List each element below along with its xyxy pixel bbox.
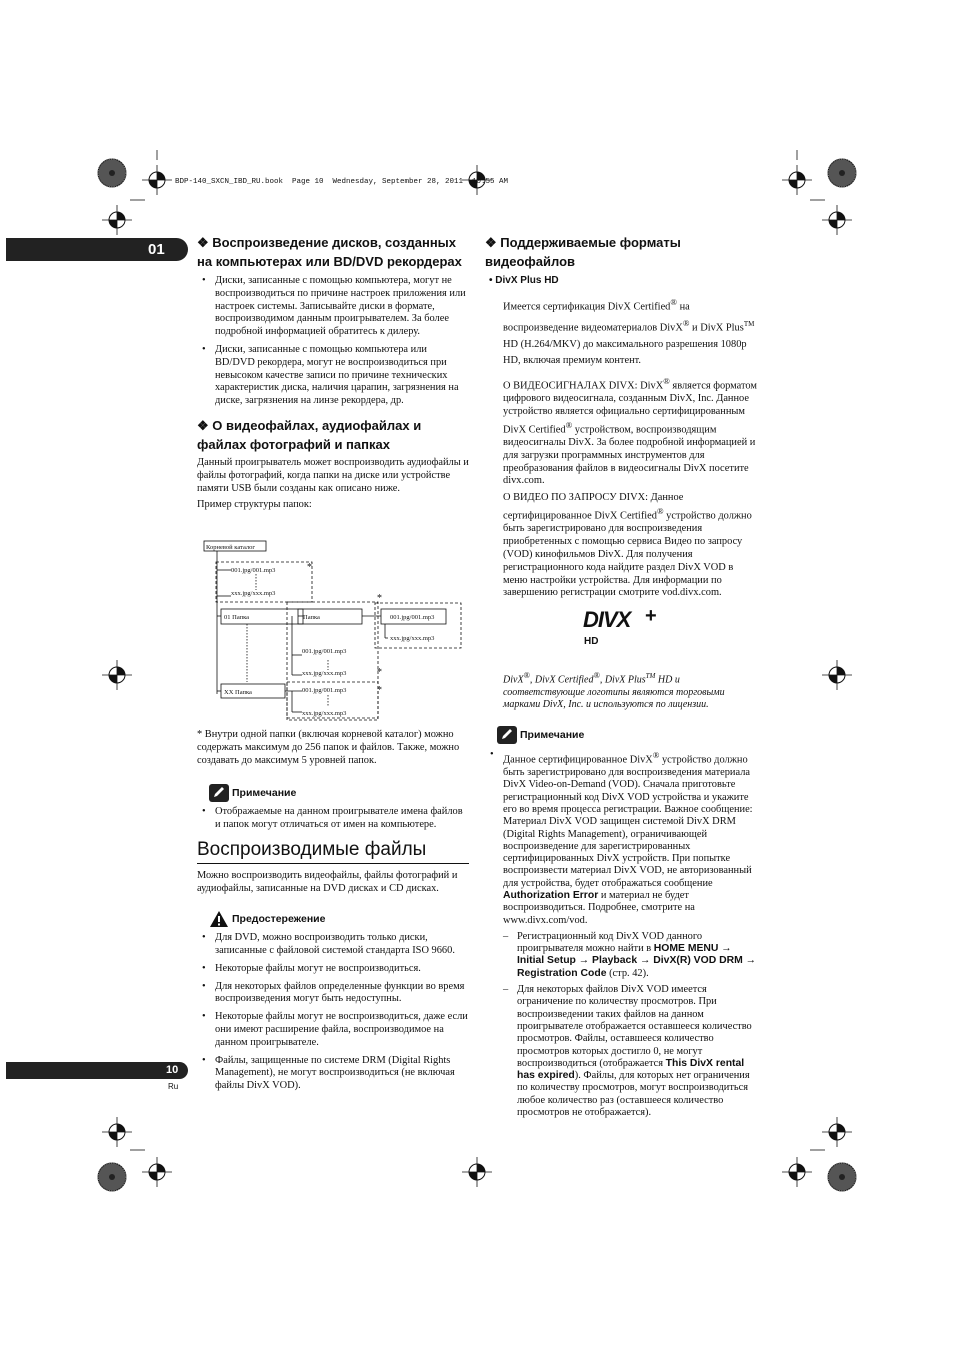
section-heading xyxy=(197,233,469,271)
folder-tree-diagram xyxy=(195,532,470,722)
file-label: xxx.jpg/xxx.mp3 xyxy=(302,670,347,677)
asterisk-mark: * xyxy=(377,685,382,696)
list-item: • Некоторые файлы могут не воспроизводиться. xyxy=(197,963,469,976)
registered-mark: ® xyxy=(663,375,670,386)
file-label: 001.jpg/001.mp3 xyxy=(390,614,435,621)
crosshair-icon xyxy=(102,205,132,235)
root-folder-label: Корневой каталог xyxy=(206,544,256,551)
left-column xyxy=(197,233,469,516)
file-label: 001.jpg/001.mp3 xyxy=(231,567,276,574)
text-run: и DivX Plus xyxy=(689,322,744,334)
list-item: • Файлы, защищенные по системе DRM (Digital Rights Management), не могут воспроизводиться (не включая файлы DivX VOD). xyxy=(197,1055,469,1093)
text-run: на воспроизведение видеоматериалов DivX xyxy=(503,301,690,334)
asterisk-mark: * xyxy=(377,593,382,604)
dash-item xyxy=(503,931,757,980)
section-heading xyxy=(485,233,757,271)
trademark-notice xyxy=(503,670,757,712)
registered-mark: ® xyxy=(656,506,664,517)
list-item: • Для DVD, можно воспроизводить только диски, записанные с файловой системой стандарта ISO 9660. xyxy=(197,932,469,958)
bullet-list xyxy=(485,749,757,1119)
bullet-list xyxy=(197,932,469,1093)
menu-path: HOME MENU → Initial Setup → Playback → DivX(R) VOD DRM → Registration Code xyxy=(517,943,757,979)
file-label: xxx.jpg/xxx.mp3 xyxy=(390,635,435,642)
trademark-mark: TM xyxy=(743,320,755,329)
dash-item xyxy=(503,984,757,1119)
page-language: Ru xyxy=(168,1082,179,1091)
file-label: 001.jpg/001.mp3 xyxy=(302,687,347,694)
divx-plus-hd-logo xyxy=(583,605,757,662)
asterisk-mark: * xyxy=(307,562,312,573)
registered-mark: ® xyxy=(593,671,600,681)
crosshair-icon xyxy=(102,660,132,690)
warning-icon xyxy=(209,910,229,928)
text-run: (стр. 42). xyxy=(606,967,649,979)
crosshair-icon xyxy=(782,1157,812,1187)
registered-mark: ® xyxy=(682,318,690,329)
paragraph: Можно воспроизводить видеофайлы, файлы фотографий и аудиофайлы, записанные на DVD дисках и CD дисках. xyxy=(197,870,458,895)
bullet-list xyxy=(197,806,469,832)
folder-label: 01 Папка xyxy=(224,614,250,621)
text-run: , DivX Plus xyxy=(599,674,646,686)
trademark-mark: TM xyxy=(645,672,656,681)
section-heading xyxy=(197,416,469,454)
registration-burst-icon xyxy=(98,1163,126,1191)
bullet-list xyxy=(197,275,469,408)
section-title: Воспроизведение дисков, созданных на компьютерах или BD/DVD рекордерах xyxy=(197,235,462,269)
crosshair-icon xyxy=(102,1117,132,1147)
crosshair-icon xyxy=(822,1117,852,1147)
divx-description xyxy=(485,294,757,712)
section-title: Поддерживаемые форматы видеофайлов xyxy=(485,235,681,269)
note-label: Примечание xyxy=(520,729,585,742)
registration-burst-icon xyxy=(828,159,856,187)
ui-message: Authorization Error xyxy=(503,889,599,901)
crosshair-icon xyxy=(142,1157,172,1187)
note-label: Примечание xyxy=(232,786,297,799)
list-item: • Диски, записанные с помощью компьютера или BD/DVD рекордера, могут не воспроизводиться при невысоком качестве записи по причине технических характеристик диска, наличия царапин, загрязнения на диске, загрязнения на линзе рекордера, др. xyxy=(197,344,469,408)
note-header xyxy=(209,783,469,801)
chapter-number: 01 xyxy=(148,241,165,258)
text-run: HD (H.264/MKV) до максимального разрешения 1080p HD, включая премиум контент. xyxy=(503,338,747,366)
sub-bullet xyxy=(489,275,757,286)
logo-plus: + xyxy=(645,605,657,628)
list-item: • Отображаемые на данном проигрывателе имена файлов и папок могут отличаться от имен на компьютере. xyxy=(197,806,469,832)
folder-label: XX Папка xyxy=(224,689,252,696)
text-run: является форматом цифрового видеосигнала, созданным DivX, Inc. Данное устройство является официально сертифицированным DivX Certified xyxy=(503,380,757,436)
text-run: ). Файлы, для которых нет ограничения по количеству просмотров, могут воспроизводиться любое количество раз (оставшееся количество просмотров не отображается). xyxy=(517,1070,750,1119)
dash-list xyxy=(503,931,757,1119)
right-column xyxy=(485,233,757,1124)
footnote: * Внутри одной папки (включая корневой каталог) можно содержать максимум до 256 папок и файлов. Также, можно создавать до максимум 5 уровней папок. xyxy=(197,729,460,766)
sub-bullet-label: DivX Plus HD xyxy=(495,275,559,286)
logo-hd: HD xyxy=(584,636,599,648)
pencil-note-icon xyxy=(497,726,517,744)
logo-text: DIVX xyxy=(583,607,631,633)
text-run: устройством, воспроизводящим видеосигналы DivX. За более подробной информацией и для загрузки программных инструментов для преобразования файлов в видеосигналы DivX посетите divx.com. xyxy=(503,424,756,487)
text-run: О ВИДЕОСИГНАЛАХ DIVX: DivX xyxy=(503,380,664,392)
caution-header xyxy=(209,910,469,928)
caution-label: Предостережение xyxy=(232,913,326,926)
crosshair-icon xyxy=(462,1157,492,1187)
registered-mark: ® xyxy=(565,419,573,430)
text-run: Для некоторых файлов DivX VOD имеется ограничение по количеству просмотров. При воспроизведении таких файлов на данном проигрывателе отображается оставшееся количество просмотров. Файлы, оставшееся количество просмотров которых достигло 0, не могут воспроизводиться (отображается xyxy=(517,984,752,1069)
list-item: • Некоторые файлы могут не воспроизводиться, даже если они имеют расширение файла, воспроизводимое на данном проигрывателе. xyxy=(197,1011,469,1049)
text-run: и материал не будет воспроизводиться. Подробнее, смотрите на www.divx.com/vod. xyxy=(503,889,695,926)
text-run: О ВИДЕО ПО ЗАПРОСУ DIVX: Данное сертифицированное DivX Certified xyxy=(503,492,684,522)
folder-label: Папка xyxy=(303,614,320,621)
print-header: BDP-140_SXCN_IBD_RU.book Page 10 Wednesday, September 28, 2011 10:55 AM xyxy=(175,178,509,186)
text-run: Имеется сертификация DivX Certified xyxy=(503,301,671,313)
section-title: О видеофайлах, аудиофайлах и файлах фотографий и папках xyxy=(197,417,422,452)
registration-burst-icon xyxy=(828,1163,856,1191)
registered-mark: ® xyxy=(670,297,677,307)
paragraph xyxy=(503,294,757,369)
page-heading: Воспроизводимые файлы xyxy=(197,839,469,864)
list-item xyxy=(485,749,757,1119)
diamond-icon: ❖ xyxy=(485,235,501,250)
text-run: HD и соответствующие логотипы являются торговыми марками DivX, Inc. и используются по лицензии. xyxy=(503,674,725,711)
text-run: Регистрационный код DivX VOD данного проигрывателя можно найти в xyxy=(517,930,703,955)
list-item: • Диски, записанные с помощью компьютера, могут не воспроизводиться по причине настроек приложения или настроек системы. Записывайте диски в формате, воспроизводимом данным проигрывателем. За более подробной информацией обратитесь к дилеру. xyxy=(197,275,469,339)
text-run: DivX xyxy=(503,674,524,686)
page-number-tab xyxy=(6,1062,188,1079)
bullet-dot: • xyxy=(489,275,496,286)
page-number: 10 xyxy=(166,1064,179,1076)
crosshair-icon xyxy=(822,205,852,235)
diamond-icon: ❖ xyxy=(197,235,213,250)
crosshair-icon xyxy=(822,660,852,690)
paragraph xyxy=(503,375,757,488)
file-label: xxx.jpg/xxx.mp3 xyxy=(231,590,276,597)
text-run: устройство должно быть зарегистрировано для воспроизведения приобретенных с помощью сервиса Видео по запросу (VOD) кинофильмов DivX. Для получения регистрационного кода найдите раздел DivX VOD в меню настройки устройства. Для информации по завершению регистрации смотрите vod.divx.com. xyxy=(503,510,752,599)
registered-mark: ® xyxy=(652,750,660,761)
crosshair-icon xyxy=(142,165,172,195)
paragraph xyxy=(503,492,757,600)
note-header xyxy=(497,726,757,744)
diamond-icon: ❖ xyxy=(197,417,213,433)
registration-burst-icon xyxy=(98,159,126,187)
ui-message: This DivX rental has expired xyxy=(517,1057,745,1082)
paragraph: Пример структуры папок: xyxy=(197,499,312,511)
text-run: устройство должно быть зарегистрировано для воспроизведения материала DivX Video-on-Demand (VOD). Сначала приготовьте регистрационный код DivX VOD устройства и укажите его во время процесса регистрации. Важное сообщение: Материал DivX VOD защищен системой DivX DRM (Digital Rights Management), ограничивающей воспроизведение для зарегистрированных сертифицированных DivX устройств. При попытке воспроизвести материал DivX VOD, не авторизованный для устройства, будет отображаться сообщение xyxy=(503,754,753,889)
file-label: 001.jpg/001.mp3 xyxy=(302,648,347,655)
file-label: xxx.jpg/xxx.mp3 xyxy=(302,710,347,717)
pencil-note-icon xyxy=(209,784,229,802)
asterisk-mark: * xyxy=(377,667,382,678)
registered-mark: ® xyxy=(523,671,530,681)
text-run: Данное сертифицированное DivX xyxy=(503,754,653,766)
left-column-lower xyxy=(197,729,469,1098)
text-run: , DivX Certified xyxy=(529,674,594,686)
list-item: • Для некоторых файлов определенные функции во время воспроизведения могут быть недоступны. xyxy=(197,981,469,1007)
paragraph: Данный проигрыватель может воспроизводить аудиофайлы и файлы фотографий, когда папки на диске или устройстве памяти USB были созданы как описано ниже. xyxy=(197,456,469,494)
crosshair-icon xyxy=(782,165,812,195)
